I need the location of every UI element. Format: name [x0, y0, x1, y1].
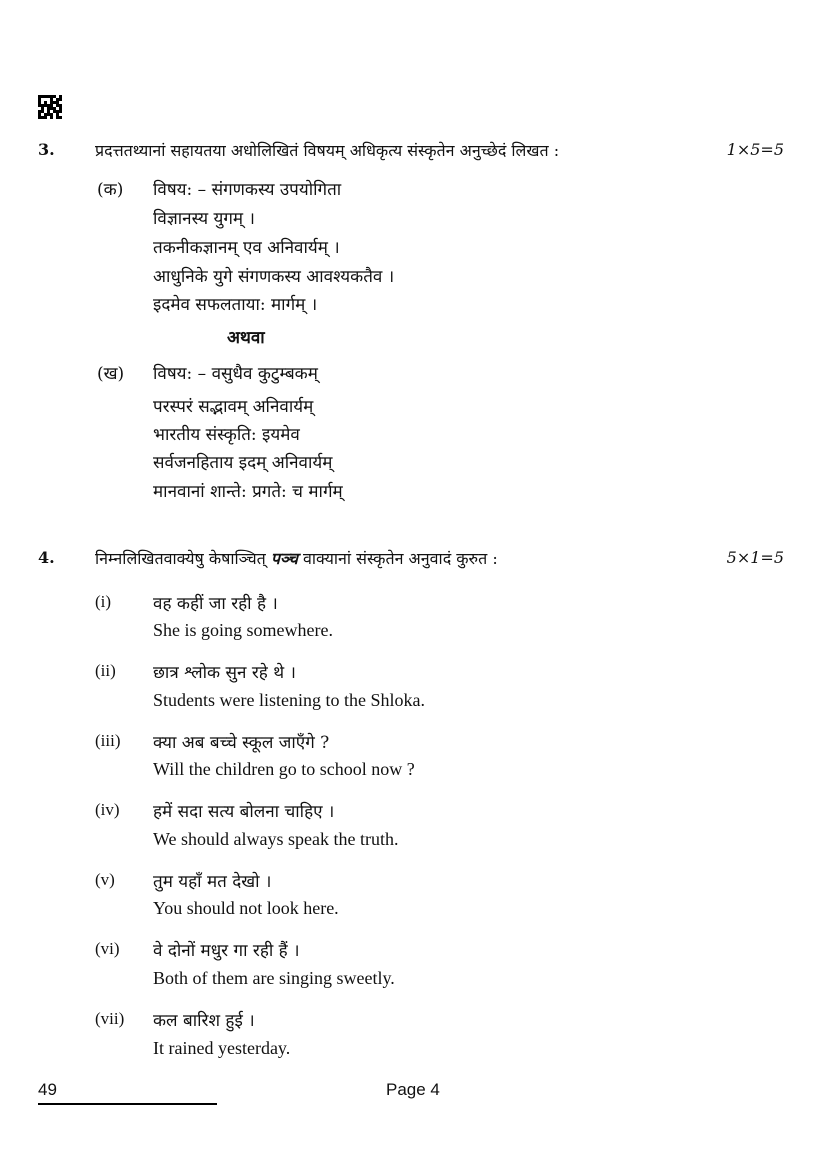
question-3-marks: 1×5=5 — [726, 140, 784, 159]
item-hindi: हमें सदा सत्य बोलना चाहिए । — [153, 802, 335, 822]
item-number: (v) — [95, 870, 115, 889]
item-english: Both of them are singing sweetly. — [153, 968, 395, 988]
footer-divider — [38, 1103, 217, 1105]
item-number: (vi) — [95, 939, 120, 958]
instruction-part: वाक्यानां संस्कृतेन अनुवादं कुरुत : — [303, 549, 498, 568]
item-hindi: वे दोनों मधुर गा रही हैं । — [153, 941, 300, 961]
item-hindi: तुम यहाँ मत देखो । — [153, 872, 272, 892]
item-number: (iv) — [95, 800, 120, 819]
item-english: Students were listening to the Shloka. — [153, 690, 425, 710]
item-number: (ii) — [95, 661, 116, 680]
option-a-line: तकनीकज्ञानम् एव अनिवार्यम् । — [153, 238, 340, 258]
option-a-label: (क) — [97, 180, 124, 200]
option-b-line: सर्वजनहिताय इदम् अनिवार्यम् — [153, 453, 333, 473]
option-a-line: विषय: – संगणकस्य उपयोगिता — [153, 180, 342, 200]
instruction-emphasis: पञ्च — [270, 549, 298, 568]
question-3-instruction: प्रदत्ततथ्यानां सहायतया अधोलिखितं विषयम् अधिकृत्य संस्कृतेन अनुच्छेदं लिखत : — [95, 141, 560, 160]
item-number: (i) — [95, 592, 112, 611]
qr-code — [38, 95, 62, 119]
item-number: (iii) — [95, 731, 121, 750]
item-english: She is going somewhere. — [153, 620, 333, 640]
item-english: We should always speak the truth. — [153, 829, 399, 849]
instruction-part: निम्नलिखितवाक्येषु केषाञ्चित् — [95, 549, 266, 568]
option-b-line: विषय: – वसुधैव कुटुम्बकम् — [153, 364, 318, 384]
option-a-line: आधुनिके युगे संगणकस्य आवश्यकतैव । — [153, 267, 395, 287]
item-hindi: क्या अब बच्चे स्कूल जाएँगे ? — [153, 733, 330, 753]
or-separator: अथवा — [227, 328, 265, 348]
item-english: Will the children go to school now ? — [153, 759, 415, 779]
item-hindi: कल बारिश हुई । — [153, 1011, 255, 1031]
option-b-line: भारतीय संस्कृति: इयमेव — [153, 425, 300, 445]
option-b-line: परस्परं सद्भावम् अनिवार्यम् — [153, 397, 314, 417]
page-number: Page 4 — [386, 1080, 440, 1099]
item-english: It rained yesterday. — [153, 1038, 291, 1058]
item-hindi: वह कहीं जा रही है । — [153, 594, 278, 614]
item-english: You should not look here. — [153, 898, 339, 918]
option-b-label: (ख) — [97, 364, 125, 384]
question-3-number: 3. — [38, 140, 55, 159]
item-number: (vii) — [95, 1009, 125, 1028]
question-4-marks: 5×1=5 — [726, 548, 784, 567]
question-4-number: 4. — [38, 548, 55, 567]
item-hindi: छात्र श्लोक सुन रहे थे । — [153, 663, 296, 683]
option-b-line: मानवानां शान्ते: प्रगते: च मार्गम् — [153, 482, 343, 502]
question-4-instruction — [95, 547, 498, 569]
paper-code: 49 — [38, 1080, 57, 1099]
option-a-line: विज्ञानस्य युगम् । — [153, 209, 255, 229]
option-a-line: इदमेव सफलताया: मार्गम् । — [153, 295, 318, 315]
